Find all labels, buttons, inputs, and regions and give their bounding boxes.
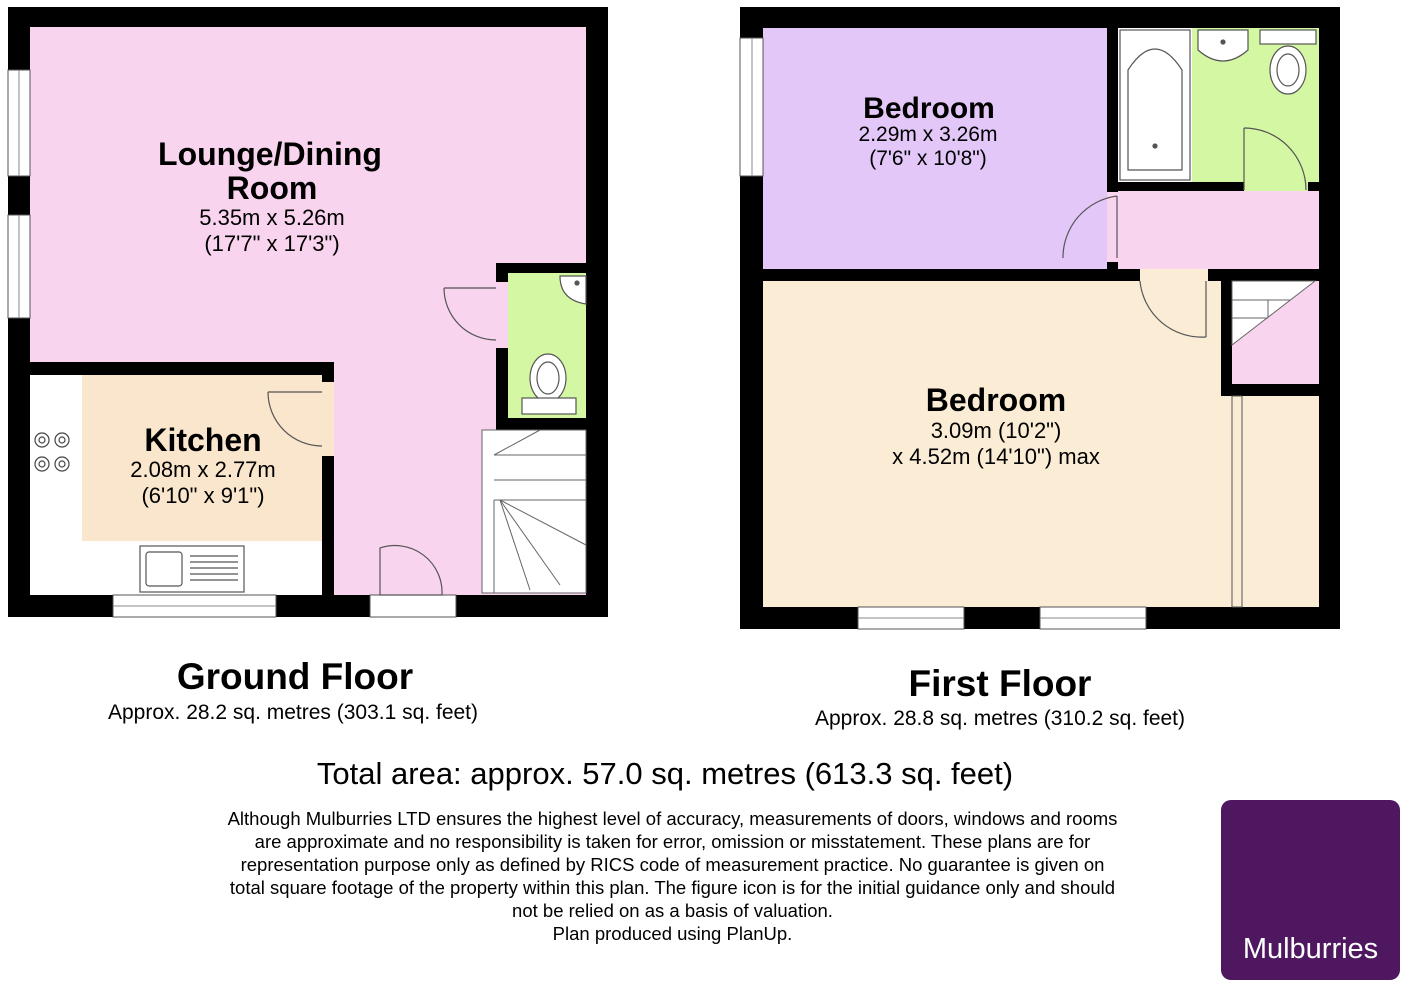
ground-floor-plan — [8, 7, 608, 617]
bath-icon — [1120, 30, 1190, 180]
front-door-opening — [370, 595, 456, 617]
disclaimer-line: not be relied on as a basis of valuation. — [512, 900, 833, 921]
ground-wc-door-opening — [496, 282, 508, 348]
bedroom-small-dims-metric: 2.29m x 3.26m — [858, 123, 998, 146]
kitchen-room-name: Kitchen — [144, 422, 262, 458]
kitchen-dims-metric: 2.08m x 2.77m — [130, 457, 276, 482]
landing-fill — [1118, 191, 1319, 269]
logo-text: Mulburries — [1242, 933, 1379, 965]
wardrobe-wall — [1232, 396, 1242, 607]
disclaimer-line: are approximate and no responsibility is taken for error, omission or misstatement. These plans are for — [254, 831, 1091, 852]
lounge-dims-metric: 5.35m x 5.26m — [199, 205, 345, 230]
bedroom-large-door-opening — [1140, 269, 1208, 281]
lounge-room-name: Lounge/Dining — [158, 136, 382, 172]
disclaimer-line: Although Mulburries LTD ensures the highest level of accuracy, measurements of doors, windows and rooms — [227, 808, 1118, 829]
bedroom-small-dims-imperial: (7'6" x 10'8") — [869, 147, 987, 170]
bedroom-divider-wall — [763, 269, 1319, 281]
stair-bottom-wall — [1221, 384, 1319, 396]
disclaimer-text — [160, 807, 1185, 945]
ground-floor-title: Ground Floor — [176, 656, 414, 697]
first-floor-area: Approx. 28.8 sq. metres (310.2 sq. feet) — [814, 707, 1186, 730]
total-area: Total area: approx. 57.0 sq. metres (613.3 sq. feet) — [316, 756, 1014, 791]
ground-stairs-icon — [482, 430, 586, 593]
bedroom-large-dims-line1: 3.09m (10'2") — [930, 418, 1062, 443]
lounge-dims-imperial: (17'7" x 17'3") — [204, 231, 340, 256]
kitchen-dims-imperial: (6'10" x 9'1") — [141, 483, 265, 508]
bath-edge-gap — [1118, 182, 1230, 191]
kitchen-door-opening — [322, 382, 334, 456]
bedroom-small-door-opening — [1107, 192, 1118, 262]
disclaimer-line: total square footage of the property within this plan. The figure icon is for the initial guidance only and should — [229, 877, 1116, 898]
mulburries-logo — [1221, 800, 1400, 980]
bedroom-small-name: Bedroom — [863, 92, 995, 125]
disclaimer-line: representation purpose only as defined by RICS code of measurement practice. No guarantee is given on — [240, 854, 1105, 875]
lounge-room-name-line2: Room — [226, 170, 318, 206]
kitchen-worktop-left — [30, 375, 82, 595]
bathroom-door-opening — [1244, 182, 1308, 191]
bedroom-large-dims-line2: x 4.52m (14'10") max — [892, 444, 1100, 469]
first-floor-title: First Floor — [908, 663, 1092, 704]
stair-left-wall — [1221, 269, 1232, 396]
disclaimer-line: Plan produced using PlanUp. — [552, 923, 793, 944]
bedroom-large-name: Bedroom — [925, 382, 1067, 418]
ground-floor-area: Approx. 28.2 sq. metres (303.1 sq. feet) — [107, 701, 479, 724]
kitchen-top-wall — [30, 362, 334, 375]
first-floor-plan — [740, 7, 1340, 629]
